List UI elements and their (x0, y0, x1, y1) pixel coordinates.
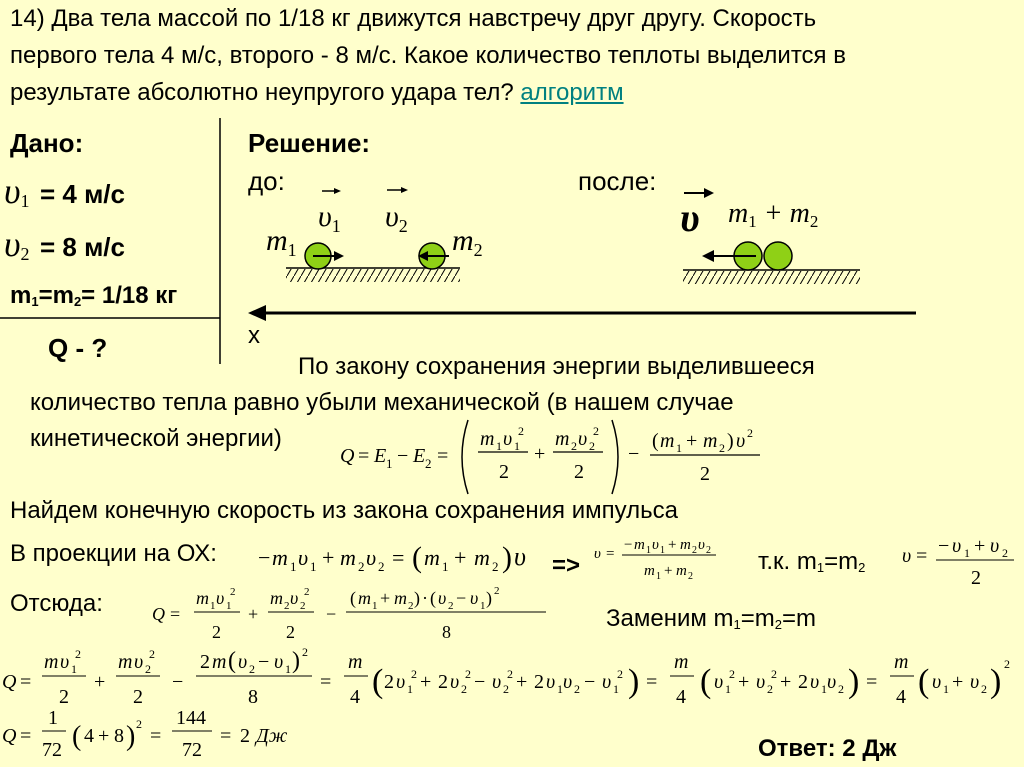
svg-text:m: m (680, 537, 691, 553)
svg-text:2: 2 (747, 426, 753, 440)
svg-text:2: 2 (700, 463, 710, 485)
svg-text:4: 4 (896, 686, 906, 708)
svg-text:2: 2 (617, 667, 623, 681)
svg-text:1: 1 (496, 439, 502, 453)
vector-arrows-before (322, 187, 408, 194)
mass-m2-sub: 2 (73, 294, 82, 309)
svg-text:+: + (534, 443, 546, 465)
svg-text:1: 1 (210, 600, 216, 612)
svg-text:+: + (664, 563, 673, 579)
svg-text:+: + (420, 671, 432, 693)
svg-text:2: 2 (133, 686, 143, 708)
svg-text:(: ( (72, 721, 82, 752)
label-m2: $m_2$ (452, 224, 483, 260)
svg-text:=: = (150, 725, 162, 747)
svg-text:=: = (646, 671, 658, 693)
svg-text:Q: Q (152, 604, 165, 624)
svg-text:υ: υ (602, 671, 612, 693)
svg-text:2: 2 (358, 559, 365, 574)
svg-text:υ: υ (503, 428, 513, 450)
svg-text:4: 4 (676, 686, 686, 708)
svg-text:2: 2 (719, 441, 725, 455)
hence-label: Отсюда: (10, 590, 103, 617)
svg-text:m: m (660, 430, 675, 452)
svg-text:υ: υ (366, 545, 377, 570)
v2-value: = 8 м/с (39, 232, 125, 262)
momentum-line: Найдем конечную скорость из закона сохранения импульса (10, 497, 678, 524)
svg-text:2: 2 (571, 439, 577, 453)
svg-text:m: m (474, 545, 490, 570)
svg-text:Q: Q (2, 725, 17, 747)
svg-text:=: = (170, 604, 181, 624)
label-v-after: υ (680, 195, 700, 240)
svg-text:1: 1 (725, 682, 731, 696)
svg-text:m: m (634, 537, 645, 553)
energy-line-3: кинетической энергии) (30, 425, 282, 452)
svg-text:2: 2 (461, 682, 467, 696)
svg-text:2: 2 (838, 682, 844, 696)
svg-text:υ: υ (952, 535, 962, 557)
svg-text:2: 2 (304, 586, 310, 598)
svg-text:υ: υ (902, 545, 912, 567)
svg-text:2: 2 (465, 667, 471, 681)
svg-text:+: + (952, 671, 964, 693)
svg-text:(: ( (350, 588, 356, 608)
svg-text:2: 2 (240, 725, 250, 747)
svg-text:υ: υ (238, 651, 248, 673)
svg-text:+: + (668, 537, 677, 553)
mass-value: = 1/18 кг (81, 282, 178, 309)
svg-text:+: + (516, 671, 528, 693)
svg-text:m: m (212, 651, 227, 673)
ground-before (286, 268, 460, 282)
svg-text:=: = (866, 671, 878, 693)
since-label: т.к. m1=m2 (758, 548, 866, 575)
svg-text:1: 1 (372, 600, 378, 612)
svg-text:=: = (358, 445, 370, 467)
svg-text:−: − (326, 604, 337, 624)
svg-text:2: 2 (145, 662, 151, 676)
svg-text:2: 2 (230, 586, 236, 598)
svg-text:2: 2 (302, 645, 308, 659)
svg-text:+: + (248, 604, 259, 624)
svg-text:+: + (322, 545, 335, 570)
svg-text:72: 72 (182, 739, 202, 761)
svg-text:1: 1 (407, 682, 413, 696)
mass-m1: m (10, 282, 32, 309)
svg-text:υ: υ (736, 430, 746, 452)
svg-text:2: 2 (408, 600, 414, 612)
svg-text:8: 8 (248, 686, 258, 708)
svg-text:m: m (196, 588, 209, 608)
svg-text:υ: υ (274, 651, 284, 673)
svg-text:): ) (502, 541, 512, 574)
svg-text:=: = (606, 546, 615, 562)
svg-text:=: = (20, 725, 32, 747)
solution-header: Решение: (248, 128, 371, 158)
svg-text:2: 2 (286, 622, 295, 642)
svg-text:2: 2 (981, 682, 987, 696)
svg-text:υ: υ (563, 671, 573, 693)
energy-line-2: количество тепла равно убыли механической (в нашем случае (30, 389, 734, 416)
svg-text:m: m (644, 563, 655, 579)
given-header: Дано: (10, 128, 84, 158)
svg-text:(: ( (372, 663, 384, 700)
svg-text:2: 2 (589, 439, 595, 453)
svg-text:−: − (584, 671, 596, 693)
svg-text:m: m (270, 588, 283, 608)
svg-text:): ) (126, 721, 136, 752)
svg-text:1: 1 (514, 439, 520, 453)
svg-text:m: m (555, 428, 570, 450)
svg-text:=: = (20, 671, 32, 693)
mass-m1-sub: 1 (31, 294, 39, 309)
svg-text:2: 2 (503, 682, 509, 696)
svg-text:=: = (320, 671, 332, 693)
svg-text:υ: υ (578, 428, 588, 450)
svg-text:2: 2 (692, 545, 697, 556)
svg-text:−: − (258, 545, 271, 570)
svg-text:υ: υ (756, 671, 766, 693)
svg-text:2: 2 (706, 545, 711, 556)
svg-text:(: ( (228, 648, 236, 674)
svg-text:m: m (894, 651, 909, 673)
svg-text:+: + (98, 725, 110, 747)
svg-text:1: 1 (943, 682, 949, 696)
svg-text:1: 1 (48, 707, 58, 729)
svg-text:2: 2 (425, 456, 432, 471)
svg-text:1: 1 (613, 682, 619, 696)
svg-text:=: = (916, 545, 928, 567)
svg-text:υ: υ (990, 535, 1000, 557)
svg-text:m: m (358, 588, 371, 608)
svg-text:2: 2 (200, 651, 210, 673)
svg-text:2: 2 (729, 667, 735, 681)
v1-value: = 4 м/с (39, 179, 125, 209)
svg-text:υ: υ (290, 588, 299, 608)
v1-sub: 1 (20, 191, 30, 211)
svg-text:4: 4 (84, 725, 94, 747)
ball-after-2 (764, 242, 792, 270)
svg-text:1: 1 (442, 559, 449, 574)
svg-text:2: 2 (574, 682, 580, 696)
svg-text:2: 2 (767, 682, 773, 696)
svg-text:): ) (292, 648, 300, 674)
svg-text:): ) (727, 430, 734, 452)
svg-text:=: = (392, 545, 405, 570)
svg-text:1: 1 (290, 559, 297, 574)
svg-text:=: = (220, 725, 232, 747)
svg-text:2: 2 (492, 559, 499, 574)
svg-text:2: 2 (59, 686, 69, 708)
svg-text:2: 2 (136, 717, 142, 731)
svg-text:2: 2 (300, 600, 306, 612)
svg-text:υ: υ (514, 542, 526, 571)
svg-text:(: ( (652, 430, 659, 452)
replace-label: Заменим m1=m2=m (606, 605, 817, 632)
algorithm-link[interactable]: алгоритм (520, 79, 624, 106)
svg-text:υ: υ (546, 671, 556, 693)
axis-x (248, 305, 916, 321)
svg-text:1: 1 (310, 559, 317, 574)
svg-text:1: 1 (676, 441, 682, 455)
svg-text:E: E (374, 445, 387, 467)
label-v2: $\upsilon_2$ (385, 200, 408, 236)
svg-text:1: 1 (557, 682, 563, 696)
svg-text:2: 2 (249, 662, 255, 676)
svg-text:υ: υ (492, 671, 502, 693)
svg-text:+: + (974, 535, 986, 557)
label-before: до: (248, 166, 285, 196)
svg-text:υ: υ (60, 651, 70, 673)
ground-after (683, 270, 860, 284)
axis-x-label: x (248, 322, 260, 349)
svg-text:m: m (272, 545, 288, 570)
problem-line-2: первого тела 4 м/с, второго - 8 м/с. Какое количество теплоты выделится в (10, 42, 846, 69)
label-m-after: m1 + m2 (728, 198, 819, 231)
svg-text:2: 2 (534, 671, 544, 693)
svg-text:m: m (340, 545, 356, 570)
svg-text:2: 2 (574, 461, 584, 483)
svg-text:1: 1 (386, 456, 393, 471)
projection-label: В проекции на ОХ: (10, 540, 217, 567)
svg-text:υ: υ (396, 671, 406, 693)
svg-text:144: 144 (176, 707, 206, 729)
svg-text:8: 8 (442, 622, 451, 642)
svg-text:2: 2 (507, 667, 513, 681)
svg-text:2: 2 (499, 461, 509, 483)
svg-text:(: ( (700, 663, 712, 700)
problem-line-3-text: результате абсолютно неупругого удара тел? (10, 79, 514, 106)
svg-text:+: + (454, 545, 467, 570)
svg-text:−: − (474, 671, 486, 693)
label-after: после: (578, 166, 657, 196)
svg-text:m: m (703, 430, 718, 452)
v2-sub: 2 (20, 244, 30, 264)
svg-text:2: 2 (1004, 657, 1010, 671)
svg-text:m: m (118, 651, 133, 673)
svg-text:2: 2 (411, 667, 417, 681)
svg-text:m: m (44, 651, 59, 673)
answer: Ответ: 2 Дж (758, 735, 897, 762)
svg-text:): ) (414, 588, 420, 608)
svg-text:−: − (258, 651, 270, 673)
svg-text:−: − (397, 445, 409, 467)
svg-text:72: 72 (42, 739, 62, 761)
problem-line-1: 14) Два тела массой по 1/18 кг движутся навстречу друг другу. Скорость (10, 5, 817, 32)
svg-text:1: 1 (480, 600, 486, 612)
svg-text:1: 1 (226, 600, 232, 612)
svg-text:2: 2 (75, 647, 81, 661)
svg-text:2: 2 (212, 622, 221, 642)
svg-text:−: − (628, 443, 640, 465)
given-find: Q - ? (48, 333, 108, 363)
svg-text:1: 1 (821, 682, 827, 696)
svg-text:2: 2 (494, 585, 500, 597)
svg-text:υ: υ (470, 588, 479, 608)
svg-text:υ: υ (932, 671, 942, 693)
svg-text:m: m (674, 651, 689, 673)
svg-text:(: ( (412, 541, 422, 574)
svg-text:m: m (348, 651, 363, 673)
svg-text:+: + (738, 671, 750, 693)
svg-text:·: · (422, 588, 428, 608)
svg-text:m: m (676, 563, 687, 579)
svg-text:Дж: Дж (256, 725, 288, 747)
svg-text:2: 2 (1002, 546, 1008, 560)
svg-text:2: 2 (971, 567, 981, 589)
svg-text:+: + (686, 430, 698, 452)
v2-symbol: υ (4, 224, 21, 264)
svg-text:υ: υ (970, 671, 980, 693)
svg-text:+: + (380, 588, 391, 608)
svg-text:2: 2 (798, 671, 808, 693)
svg-text:2: 2 (378, 559, 385, 574)
svg-text:1: 1 (964, 546, 970, 560)
svg-text:υ: υ (438, 588, 447, 608)
svg-text:Q: Q (2, 671, 17, 693)
svg-text:1: 1 (656, 571, 661, 582)
svg-text:(: ( (430, 588, 436, 608)
svg-text:υ: υ (652, 537, 659, 553)
svg-text:+: + (94, 671, 106, 693)
svg-text:): ) (628, 663, 640, 700)
svg-text:2: 2 (593, 424, 599, 438)
svg-text:−: − (456, 588, 467, 608)
svg-text:2: 2 (518, 424, 524, 438)
svg-text:2: 2 (438, 671, 448, 693)
svg-text:υ: υ (714, 671, 724, 693)
svg-text:υ: υ (594, 546, 601, 562)
svg-text:υ: υ (298, 545, 309, 570)
svg-text:2: 2 (284, 600, 290, 612)
svg-text:1: 1 (660, 545, 665, 556)
svg-text:2: 2 (149, 647, 155, 661)
svg-text:−: − (938, 535, 950, 557)
svg-text:8: 8 (114, 725, 124, 747)
svg-text:(: ( (918, 663, 930, 700)
mass-eq: =m (38, 282, 74, 309)
svg-text:+: + (780, 671, 792, 693)
svg-text:1: 1 (646, 545, 651, 556)
svg-text:−: − (172, 671, 184, 693)
implies-symbol: => (552, 552, 581, 579)
svg-text:m: m (424, 545, 440, 570)
svg-text:υ: υ (698, 537, 705, 553)
svg-text:): ) (486, 588, 492, 608)
svg-text:2: 2 (448, 600, 454, 612)
svg-text:4: 4 (350, 686, 360, 708)
label-v1: $\upsilon_1$ (318, 200, 341, 236)
svg-text:υ: υ (810, 671, 820, 693)
svg-text:m: m (394, 588, 407, 608)
energy-line-1: По закону сохранения энергии выделившееся (298, 353, 815, 380)
v1-symbol: υ (4, 171, 21, 211)
svg-text:υ: υ (216, 588, 225, 608)
svg-text:Q: Q (340, 445, 355, 467)
svg-text:=: = (437, 445, 449, 467)
svg-text:2: 2 (384, 671, 394, 693)
svg-text:1: 1 (285, 662, 291, 676)
svg-text:υ: υ (134, 651, 144, 673)
svg-text:): ) (990, 663, 1002, 700)
svg-text:E: E (413, 445, 426, 467)
svg-text:−: − (624, 537, 633, 553)
svg-text:2: 2 (688, 571, 693, 582)
svg-text:m: m (480, 428, 495, 450)
svg-text:υ: υ (827, 671, 837, 693)
svg-text:1: 1 (71, 662, 77, 676)
label-m1: $m_1$ (266, 224, 297, 260)
svg-text:): ) (848, 663, 860, 700)
svg-text:υ: υ (450, 671, 460, 693)
svg-text:2: 2 (771, 667, 777, 681)
vector-arrow-after (684, 188, 714, 198)
